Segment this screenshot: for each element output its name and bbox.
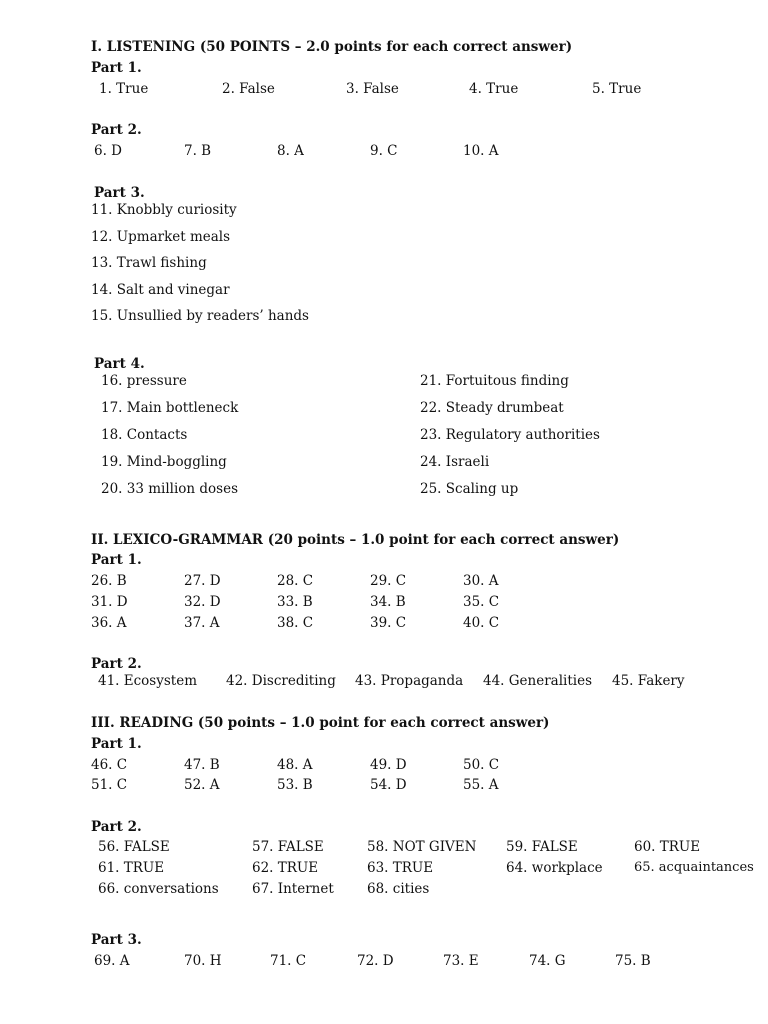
answer-62: 62. TRUE <box>252 860 319 876</box>
answer-66: 66. conversations <box>98 881 219 897</box>
answer-46: 46. C <box>91 757 128 773</box>
answer-27: 27. D <box>184 573 221 589</box>
answer-18: 18. Contacts <box>101 427 188 443</box>
answer-3: 3. False <box>346 81 399 97</box>
answer-71: 71. C <box>270 953 307 969</box>
answer-17: 17. Main bottleneck <box>101 400 239 416</box>
answer-31: 31. D <box>91 594 128 610</box>
answer-74: 74. G <box>529 953 566 969</box>
part-label-listening-2: Part 2. <box>91 122 142 138</box>
answer-24: 24. Israeli <box>420 454 490 470</box>
answer-26: 26. B <box>91 573 127 589</box>
answer-47: 47. B <box>184 757 220 773</box>
part-label-lexico-1: Part 1. <box>91 552 142 568</box>
answer-22: 22. Steady drumbeat <box>420 400 564 416</box>
answer-67: 67. Internet <box>252 881 334 897</box>
answer-48: 48. A <box>277 757 313 773</box>
answer-57: 57. FALSE <box>252 839 324 855</box>
section-heading-lexico-grammar: II. LEXICO-GRAMMAR (20 points – 1.0 point for each correct answer) <box>91 532 620 548</box>
answer-65: 65. acquaintances <box>634 860 754 875</box>
answer-70: 70. H <box>184 953 222 969</box>
answer-64: 64. workplace <box>506 860 603 876</box>
answer-28: 28. C <box>277 573 314 589</box>
answer-50: 50. C <box>463 757 500 773</box>
answer-13: 13. Trawl fishing <box>91 255 207 271</box>
answer-45: 45. Fakery <box>612 673 685 689</box>
answer-35: 35. C <box>463 594 500 610</box>
answer-73: 73. E <box>443 953 479 969</box>
answer-6: 6. D <box>94 143 122 159</box>
answer-15: 15. Unsullied by readers’ hands <box>91 308 309 324</box>
answer-25: 25. Scaling up <box>420 481 519 497</box>
answer-20: 20. 33 million doses <box>101 481 239 497</box>
answer-41: 41. Ecosystem <box>98 673 198 689</box>
answer-14: 14. Salt and vinegar <box>91 282 230 298</box>
answer-5: 5. True <box>592 81 642 97</box>
part-label-reading-3: Part 3. <box>91 932 142 948</box>
answer-55: 55. A <box>463 777 499 793</box>
answer-69: 69. A <box>94 953 130 969</box>
part-label-listening-4: Part 4. <box>94 356 145 372</box>
answer-38: 38. C <box>277 615 314 631</box>
answer-32: 32. D <box>184 594 221 610</box>
answer-52: 52. A <box>184 777 220 793</box>
answer-4: 4. True <box>469 81 519 97</box>
answer-60: 60. TRUE <box>634 839 701 855</box>
answer-11: 11. Knobbly curiosity <box>91 202 237 218</box>
answer-29: 29. C <box>370 573 407 589</box>
answer-30: 30. A <box>463 573 499 589</box>
part-label-listening-1: Part 1. <box>91 60 142 76</box>
answer-9: 9. C <box>370 143 398 159</box>
answer-53: 53. B <box>277 777 313 793</box>
answer-72: 72. D <box>357 953 394 969</box>
answer-44: 44. Generalities <box>483 673 593 689</box>
answer-10: 10. A <box>463 143 499 159</box>
answer-61: 61. TRUE <box>98 860 165 876</box>
answer-1: 1. True <box>99 81 149 97</box>
answer-51: 51. C <box>91 777 128 793</box>
answer-75: 75. B <box>615 953 651 969</box>
answer-59: 59. FALSE <box>506 839 578 855</box>
section-heading-reading: III. READING (50 points – 1.0 point for each correct answer) <box>91 715 550 731</box>
part-label-reading-2: Part 2. <box>91 819 142 835</box>
part-label-listening-3: Part 3. <box>94 185 145 201</box>
answer-37: 37. A <box>184 615 220 631</box>
answer-42: 42. Discrediting <box>226 673 336 689</box>
answer-33: 33. B <box>277 594 313 610</box>
answer-2: 2. False <box>222 81 275 97</box>
answer-49: 49. D <box>370 757 407 773</box>
part-label-reading-1: Part 1. <box>91 736 142 752</box>
answer-56: 56. FALSE <box>98 839 170 855</box>
answer-19: 19. Mind-boggling <box>101 454 227 470</box>
answer-36: 36. A <box>91 615 127 631</box>
answer-58: 58. NOT GIVEN <box>367 839 477 855</box>
answer-7: 7. B <box>184 143 212 159</box>
answer-8: 8. A <box>277 143 304 159</box>
answer-16: 16. pressure <box>101 373 187 389</box>
answer-68: 68. cities <box>367 881 430 897</box>
answer-21: 21. Fortuitous finding <box>420 373 569 389</box>
answer-63: 63. TRUE <box>367 860 434 876</box>
answer-39: 39. C <box>370 615 407 631</box>
answer-43: 43. Propaganda <box>355 673 464 689</box>
answer-54: 54. D <box>370 777 407 793</box>
answer-34: 34. B <box>370 594 406 610</box>
answer-12: 12. Upmarket meals <box>91 229 231 245</box>
part-label-lexico-2: Part 2. <box>91 656 142 672</box>
answer-40: 40. C <box>463 615 500 631</box>
answer-23: 23. Regulatory authorities <box>420 427 600 443</box>
section-heading-listening: I. LISTENING (50 POINTS – 2.0 points for each correct answer) <box>91 39 573 55</box>
